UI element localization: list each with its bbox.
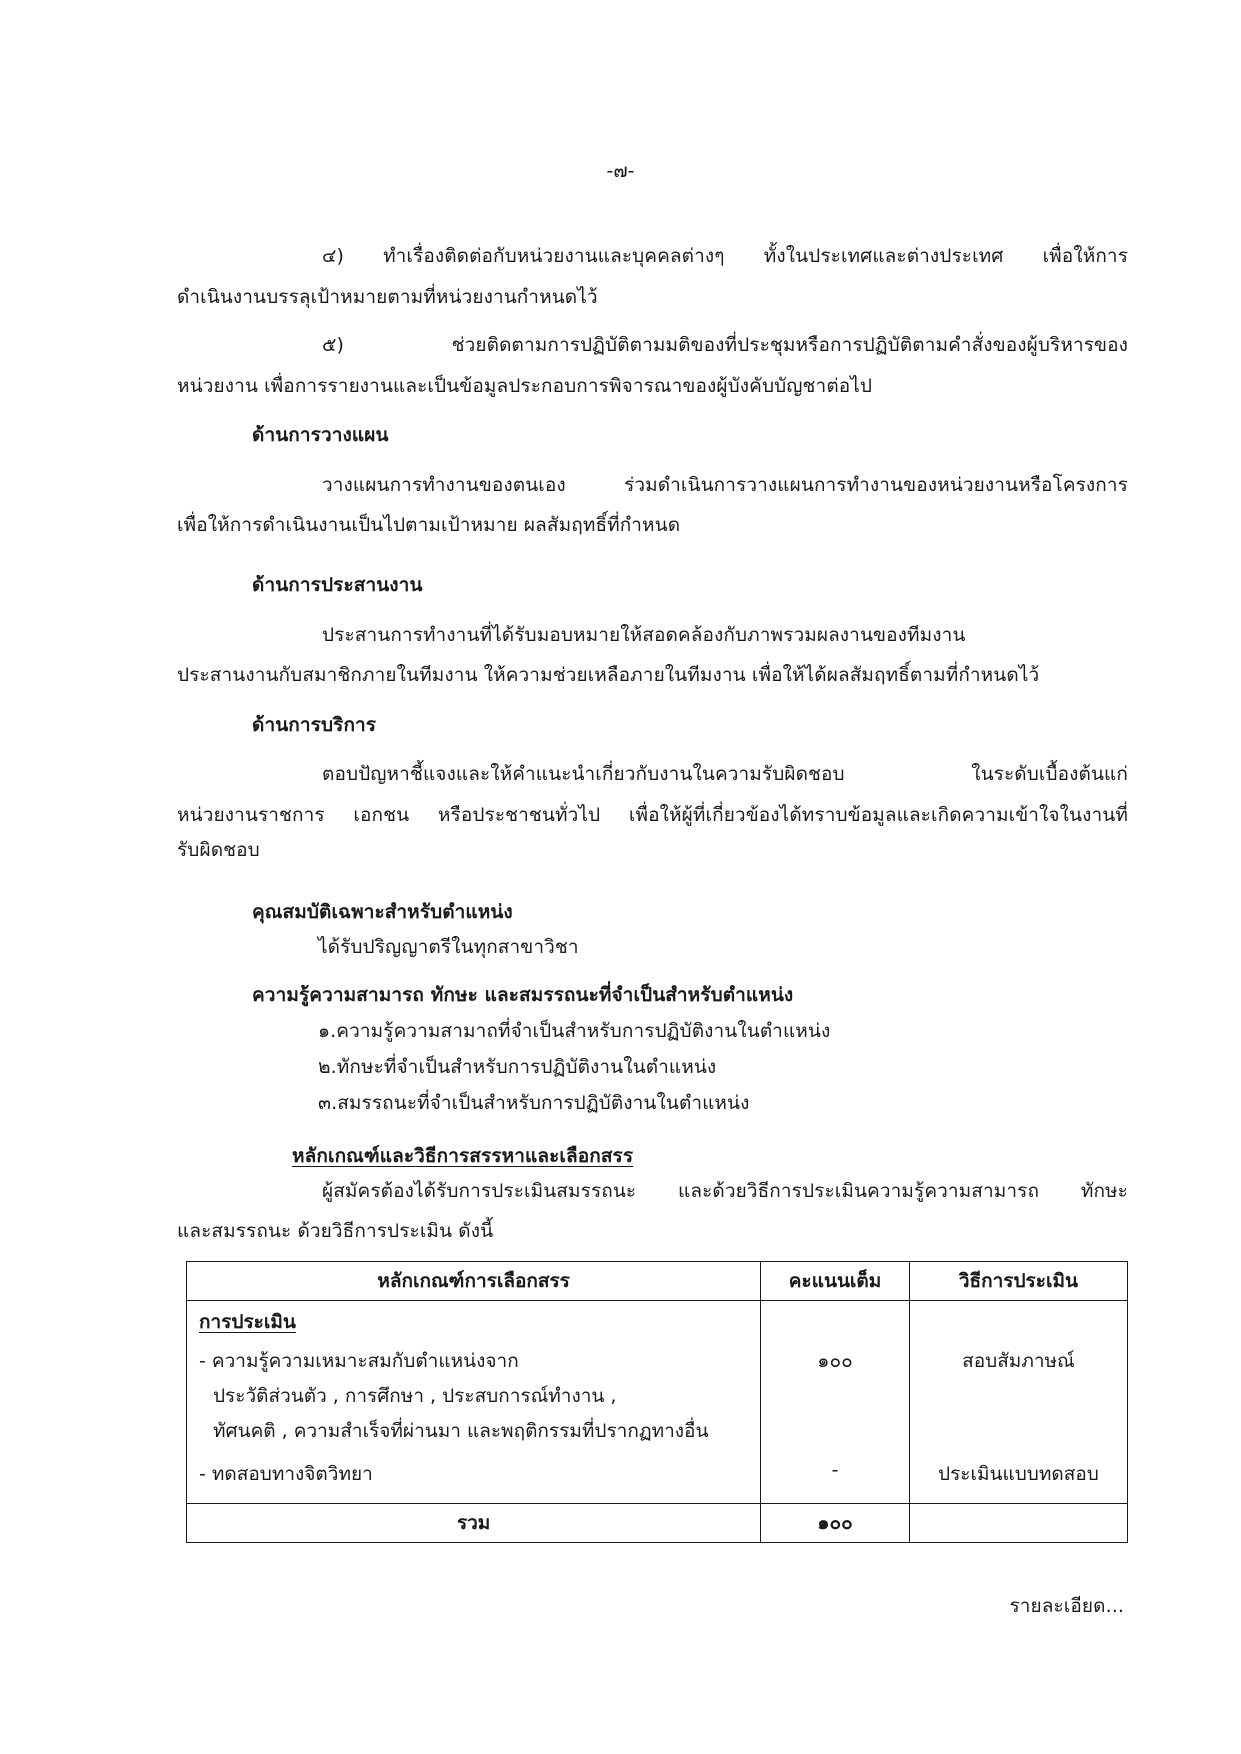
qualifications-line-1: ได้รับปริญญาตรีในทุกสาขาวิชา — [318, 936, 579, 958]
page-number: -๗- — [606, 160, 635, 182]
table-row2-label: - ทดสอบทางจิตวิทยา — [199, 1463, 373, 1485]
competency-item-1: ๑.ความรู้ความสามาถที่จำเป็นสำหรับการปฏิบัติงานในตำแหน่ง — [318, 1020, 831, 1042]
paragraph-4-line-1: ๔) ทำเรื่องติดต่อกับหน่วยงานและบุคคลต่างๆ ทั้งในประเทศและต่างประเทศ เพื่อให้การ — [322, 245, 1128, 267]
table-cell-criteria — [187, 1301, 761, 1504]
section-heading-service: ด้านการบริการ — [252, 714, 377, 736]
criteria-line-1: ผู้สมัครต้องได้รับการประเมินสมรรถนะ และด้วยวิธีการประเมินความรู้ความสามารถ ทักษะ — [322, 1180, 1128, 1202]
section-heading-competencies: ความรู้ความสามารถ ทักษะ และสมรรถนะที่จำเป็นสำหรับตำแหน่ง — [252, 984, 794, 1006]
paragraph-5-line-1: ๕) ช่วยติดตามการปฏิบัติตามมติของที่ประชุมหรือการปฏิบัติตามคำสั่งของผู้บริหารของ — [322, 334, 1128, 356]
table-header-full-score: คะแนนเต็ม — [761, 1262, 910, 1301]
selection-criteria-table — [186, 1261, 1128, 1543]
coordination-line-2: ประสานงานกับสมาชิกภายในทีมงาน ให้ความช่วยเหลือภายในทีมงาน เพื่อให้ได้ผลสัมฤทธิ์ตามที่กำหนดไว้ — [177, 664, 1040, 686]
table-cell-method — [909, 1301, 1127, 1504]
paragraph-4-line-2: ดำเนินงานบรรลุเป้าหมายตามที่หน่วยงานกำหนดไว้ — [177, 286, 598, 308]
table-header-row — [187, 1262, 1128, 1301]
competency-item-3: ๓.สมรรถนะที่จำเป็นสำหรับการปฏิบัติงานในตำแหน่ง — [318, 1092, 750, 1114]
section-heading-criteria: หลักเกณฑ์และวิธีการสรรหาและเลือกสรร — [292, 1145, 634, 1167]
continued-note: รายละเอียด... — [1009, 1595, 1124, 1617]
table-header-criteria: หลักเกณฑ์การเลือกสรร — [187, 1262, 761, 1301]
table-row1-score: ๑๐๐ — [817, 1350, 853, 1372]
table-row1-line-2: ประวัติส่วนตัว , การศึกษา , ประสบการณ์ทำงาน , — [213, 1385, 617, 1407]
service-line-2: หน่วยงานราชการ เอกชน หรือประชาชนทั่วไป เพื่อให้ผู้ที่เกี่ยวข้องได้ทราบข้อมูลและเกิดความเข้าใจในงานที่ — [177, 804, 1128, 826]
table-row2-score: - — [831, 1459, 839, 1481]
table-row1-method: สอบสัมภาษณ์ — [962, 1350, 1075, 1372]
table-total-method-empty — [909, 1504, 1127, 1543]
paragraph-5-line-2: หน่วยงาน เพื่อการรายงานและเป็นข้อมูลประกอบการพิจารณาของผู้บังคับบัญชาต่อไป — [177, 375, 873, 397]
section-heading-planning: ด้านการวางแผน — [252, 424, 389, 446]
planning-line-2: เพื่อให้การดำเนินงานเป็นไปตามเป้าหมาย ผลสัมฤทธิ์ที่กำหนด — [177, 514, 681, 536]
section-heading-coordination: ด้านการประสานงาน — [252, 574, 423, 596]
service-line-1: ตอบปัญหาชี้แจงและให้คำแนะนำเกี่ยวกับงานในความรับผิดชอบ ในระดับเบื้องต้นแก่ — [322, 763, 1128, 785]
table-header-method: วิธีการประเมิน — [909, 1262, 1127, 1301]
table-total-score: ๑๐๐ — [761, 1504, 910, 1543]
table-row — [187, 1301, 1128, 1504]
planning-line-1: วางแผนการทำงานของตนเอง ร่วมดำเนินการวางแผนการทำงานของหน่วยงานหรือโครงการ — [322, 474, 1128, 496]
table-total-row — [187, 1504, 1128, 1543]
section-heading-qualifications: คุณสมบัติเฉพาะสำหรับตำแหน่ง — [252, 901, 513, 923]
competency-item-2: ๒.ทักษะที่จำเป็นสำหรับการปฏิบัติงานในตำแหน่ง — [318, 1056, 717, 1078]
table-row1-line-1: - ความรู้ความเหมาะสมกับตำแหน่งจาก — [199, 1350, 519, 1372]
table-cell-score — [761, 1301, 910, 1504]
table-row1-line-3: ทัศนคติ , ความสำเร็จที่ผ่านมา และพฤติกรรมที่ปรากฏทางอื่น — [213, 1420, 709, 1442]
table-total-label: รวม — [187, 1504, 761, 1543]
coordination-line-1: ประสานการทำงานที่ได้รับมอบหมายให้สอดคล้องกับภาพรวมผลงานของทีมงาน — [322, 624, 966, 646]
table-row2-method: ประเมินแบบทดสอบ — [938, 1463, 1099, 1485]
table-group-title: การประเมิน — [199, 1311, 296, 1333]
service-line-3: รับผิดชอบ — [177, 839, 260, 861]
criteria-line-2: และสมรรถนะ ด้วยวิธีการประเมิน ดังนี้ — [177, 1220, 494, 1242]
